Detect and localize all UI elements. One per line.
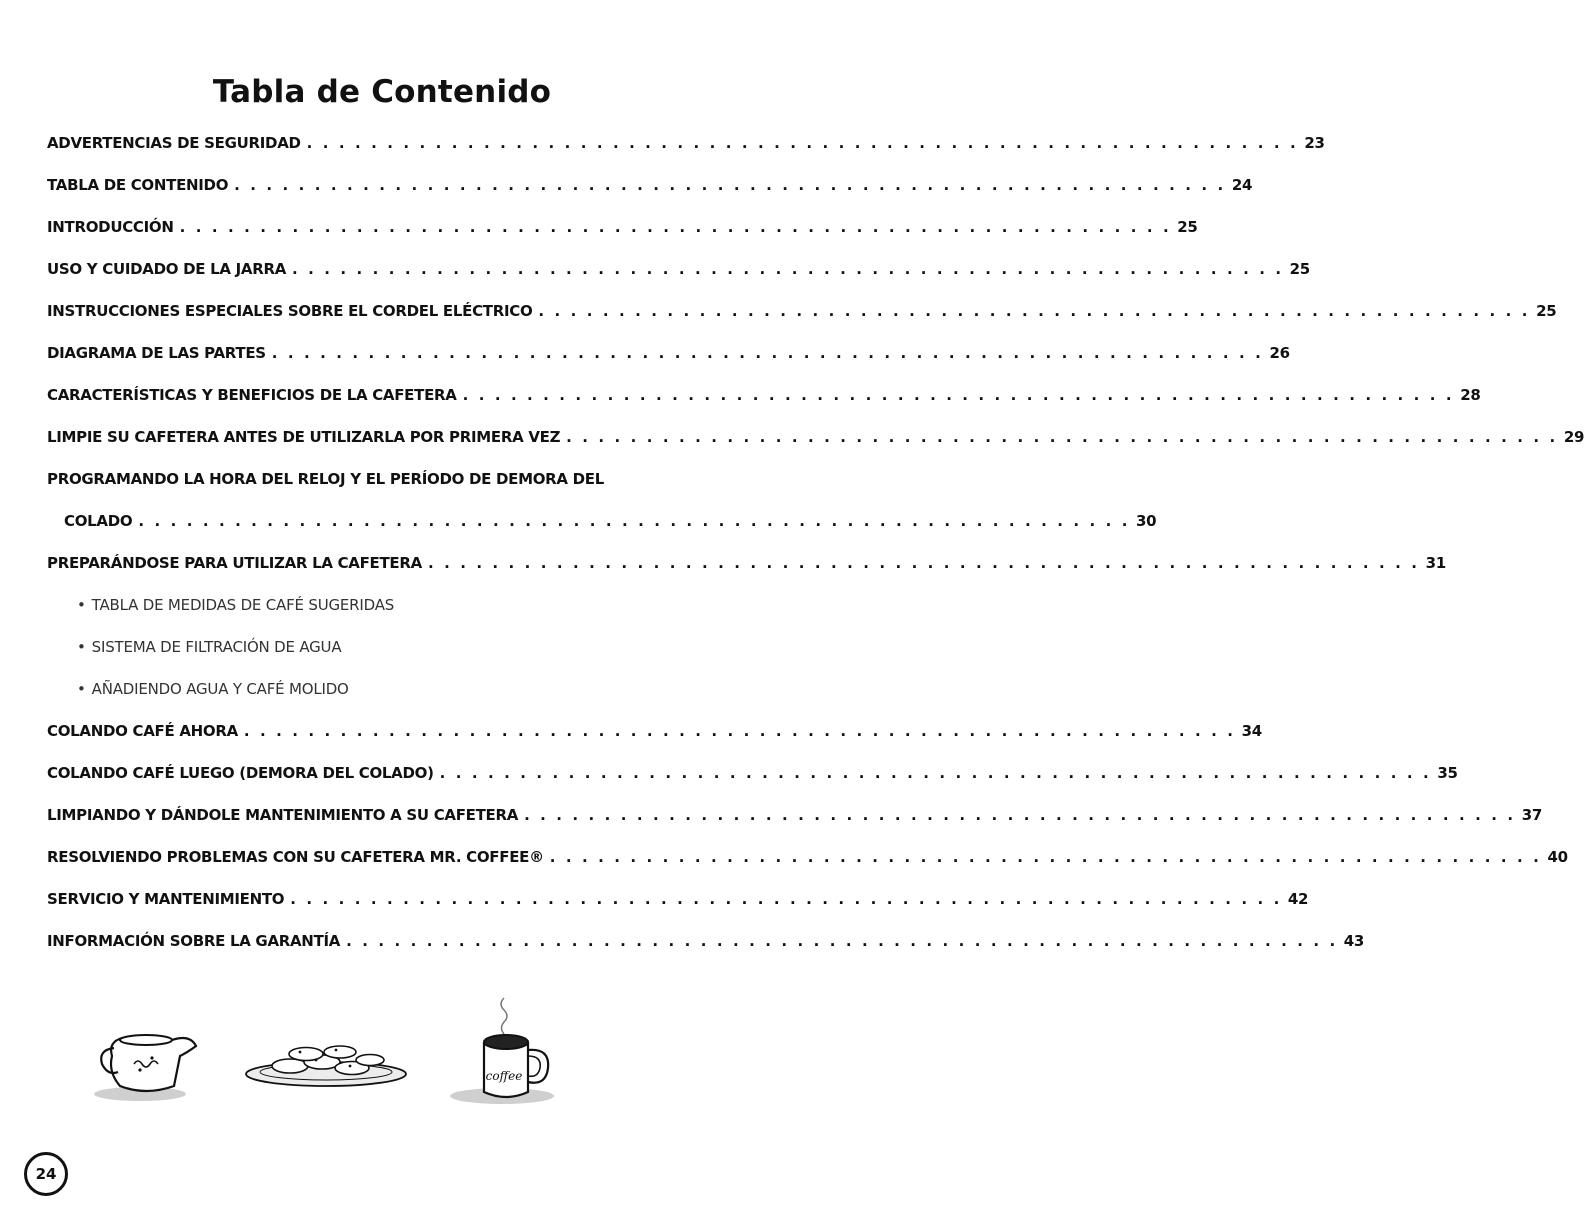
toc-entry[interactable] bbox=[47, 878, 1309, 920]
toc-entry-page: 29 bbox=[1563, 428, 1584, 446]
toc-entry-page: 43 bbox=[1343, 932, 1365, 950]
toc-subentry-label: AÑADIENDO AGUA Y CAFÉ MOLIDO bbox=[91, 680, 349, 698]
bullet-icon: • bbox=[77, 596, 86, 614]
coffee-illustration bbox=[90, 990, 560, 1110]
creamer-icon bbox=[94, 1035, 196, 1101]
toc-entry-page: 24 bbox=[1231, 176, 1253, 194]
toc-subentry[interactable] bbox=[47, 584, 683, 626]
cookie-plate-icon bbox=[246, 1046, 406, 1086]
toc-entry-label: SERVICIO Y MANTENIMIENTO bbox=[47, 890, 285, 908]
toc-entry[interactable] bbox=[47, 794, 1542, 836]
toc-entry-label: ADVERTENCIAS DE SEGURIDAD bbox=[47, 134, 301, 152]
toc-entry-label: PROGRAMANDO LA HORA DEL RELOJ Y EL PERÍODO DE DEMORA DEL bbox=[47, 470, 605, 488]
toc-entry[interactable] bbox=[47, 164, 1253, 206]
toc-entry-page: 25 bbox=[1536, 302, 1557, 320]
toc-subentry[interactable] bbox=[47, 626, 683, 668]
toc-entry[interactable] bbox=[47, 374, 1481, 416]
dot-leader: . . . . . . . . . . . . . . . . . . . . . . . . . . . . . . . . . . . . . . . . . . . . . . . . . . . . . . . . . . . . . . bbox=[271, 344, 1264, 362]
toc-entry-first-line[interactable] bbox=[47, 458, 683, 500]
toc-entry-label: CARACTERÍSTICAS Y BENEFICIOS DE LA CAFETERA bbox=[47, 386, 457, 404]
dot-leader: . . . . . . . . . . . . . . . . . . . . . . . . . . . . . . . . . . . . . . . . . . . . . . . . . . . . . . . . . . . . . . bbox=[549, 848, 1542, 866]
toc-entry[interactable] bbox=[47, 542, 1446, 584]
dot-leader: . . . . . . . . . . . . . . . . . . . . . . . . . . . . . . . . . . . . . . . . . . . . . . . . . . . . . . . . . . . . . . bbox=[179, 218, 1172, 236]
page-title: Tabla de Contenido bbox=[212, 74, 552, 110]
dot-leader: . . . . . . . . . . . . . . . . . . . . . . . . . . . . . . . . . . . . . . . . . . . . . . . . . . . . . . . . . . . . . . bbox=[243, 722, 1236, 740]
dot-leader: . . . . . . . . . . . . . . . . . . . . . . . . . . . . . . . . . . . . . . . . . . . . . . . . . . . . . . . . . . . . . . bbox=[427, 554, 1420, 572]
toc-entry[interactable] bbox=[47, 206, 1198, 248]
toc-entry-label: COLADO bbox=[64, 512, 133, 530]
toc-entry-label: LIMPIANDO Y DÁNDOLE MANTENIMIENTO A SU CAFETERA bbox=[47, 806, 519, 824]
dot-leader: . . . . . . . . . . . . . . . . . . . . . . . . . . . . . . . . . . . . . . . . . . . . . . . . . . . . . . . . . . . . . . bbox=[138, 512, 1130, 530]
toc-entry-page: 31 bbox=[1425, 554, 1446, 572]
toc-entry-label: COLANDO CAFÉ LUEGO (DEMORA DEL COLADO) bbox=[47, 764, 434, 782]
toc-entry-label: RESOLVIENDO PROBLEMAS CON SU CAFETERA MR. COFFEE® bbox=[47, 848, 544, 866]
page-number-badge bbox=[24, 1152, 68, 1196]
toc-entry[interactable] bbox=[47, 710, 1262, 752]
bullet-icon: • bbox=[77, 638, 86, 656]
toc-entry-page: 34 bbox=[1241, 722, 1262, 740]
toc-entry-continuation[interactable] bbox=[47, 500, 1157, 542]
toc-entry[interactable] bbox=[47, 836, 1568, 878]
toc-entry-label: INFORMACIÓN SOBRE LA GARANTÍA bbox=[47, 932, 341, 950]
toc-subentry-label: TABLA DE MEDIDAS DE CAFÉ SUGERIDAS bbox=[91, 596, 395, 614]
toc-entry-page: 28 bbox=[1460, 386, 1481, 404]
table-of-contents bbox=[47, 122, 1584, 962]
dot-leader: . . . . . . . . . . . . . . . . . . . . . . . . . . . . . . . . . . . . . . . . . . . . . . . . . . . . . . . . . . . . . . bbox=[462, 386, 1455, 404]
toc-entry[interactable] bbox=[47, 122, 1325, 164]
page-number: 24 bbox=[35, 1165, 57, 1183]
toc-entry-page: 25 bbox=[1289, 260, 1310, 278]
dot-leader: . . . . . . . . . . . . . . . . . . . . . . . . . . . . . . . . . . . . . . . . . . . . . . . . . . . . . . . . . . . . . . bbox=[290, 890, 1282, 908]
dot-leader: . . . . . . . . . . . . . . . . . . . . . . . . . . . . . . . . . . . . . . . . . . . . . . . . . . . . . . . . . . . . . . bbox=[306, 134, 1299, 152]
toc-entry-page: 26 bbox=[1269, 344, 1290, 362]
toc-entry[interactable] bbox=[47, 416, 1584, 458]
toc-entry-label: DIAGRAMA DE LAS PARTES bbox=[47, 344, 266, 362]
toc-entry-page: 42 bbox=[1287, 890, 1309, 908]
toc-entry[interactable] bbox=[47, 332, 1290, 374]
toc-entry-page: 37 bbox=[1521, 806, 1542, 824]
toc-subentry[interactable] bbox=[47, 668, 683, 710]
toc-entry[interactable] bbox=[47, 920, 1365, 962]
dot-leader: . . . . . . . . . . . . . . . . . . . . . . . . . . . . . . . . . . . . . . . . . . . . . . . . . . . . . . . . . . . . . . bbox=[292, 260, 1284, 278]
toc-entry[interactable] bbox=[47, 248, 1310, 290]
mug-label: coffee bbox=[485, 1069, 523, 1083]
toc-entry-label: INTRODUCCIÓN bbox=[47, 218, 174, 236]
dot-leader: . . . . . . . . . . . . . . . . . . . . . . . . . . . . . . . . . . . . . . . . . . . . . . . . . . . . . . . . . . . . . . bbox=[538, 302, 1531, 320]
toc-entry-page: 25 bbox=[1177, 218, 1198, 236]
dot-leader: . . . . . . . . . . . . . . . . . . . . . . . . . . . . . . . . . . . . . . . . . . . . . . . . . . . . . . . . . . . . . . bbox=[566, 428, 1558, 446]
toc-entry[interactable] bbox=[47, 290, 1557, 332]
bullet-icon: • bbox=[77, 680, 86, 698]
toc-entry-label: USO Y CUIDADO DE LA JARRA bbox=[47, 260, 287, 278]
toc-entry-page: 40 bbox=[1547, 848, 1568, 866]
dot-leader: . . . . . . . . . . . . . . . . . . . . . . . . . . . . . . . . . . . . . . . . . . . . . . . . . . . . . . . . . . . . . . bbox=[234, 176, 1226, 194]
toc-entry-label: COLANDO CAFÉ AHORA bbox=[47, 722, 238, 740]
toc-entry-page: 23 bbox=[1304, 134, 1325, 152]
coffee-mug-icon bbox=[450, 998, 554, 1104]
toc-entry-label: PREPARÁNDOSE PARA UTILIZAR LA CAFETERA bbox=[47, 554, 422, 572]
dot-leader: . . . . . . . . . . . . . . . . . . . . . . . . . . . . . . . . . . . . . . . . . . . . . . . . . . . . . . . . . . . . . . bbox=[346, 932, 1338, 950]
dot-leader: . . . . . . . . . . . . . . . . . . . . . . . . . . . . . . . . . . . . . . . . . . . . . . . . . . . . . . . . . . . . . . bbox=[439, 764, 1432, 782]
toc-entry[interactable] bbox=[47, 752, 1458, 794]
toc-entry-page: 30 bbox=[1136, 512, 1157, 530]
toc-entry-page: 35 bbox=[1437, 764, 1458, 782]
dot-leader: . . . . . . . . . . . . . . . . . . . . . . . . . . . . . . . . . . . . . . . . . . . . . . . . . . . . . . . . . . . . . . bbox=[524, 806, 1516, 824]
toc-entry-label: INSTRUCCIONES ESPECIALES SOBRE EL CORDEL ELÉCTRICO bbox=[47, 302, 533, 320]
toc-entry-label: TABLA DE CONTENIDO bbox=[47, 176, 229, 194]
toc-subentry-label: SISTEMA DE FILTRACIÓN DE AGUA bbox=[91, 638, 342, 656]
toc-entry-label: LIMPIE SU CAFETERA ANTES DE UTILIZARLA POR PRIMERA VEZ bbox=[47, 428, 561, 446]
